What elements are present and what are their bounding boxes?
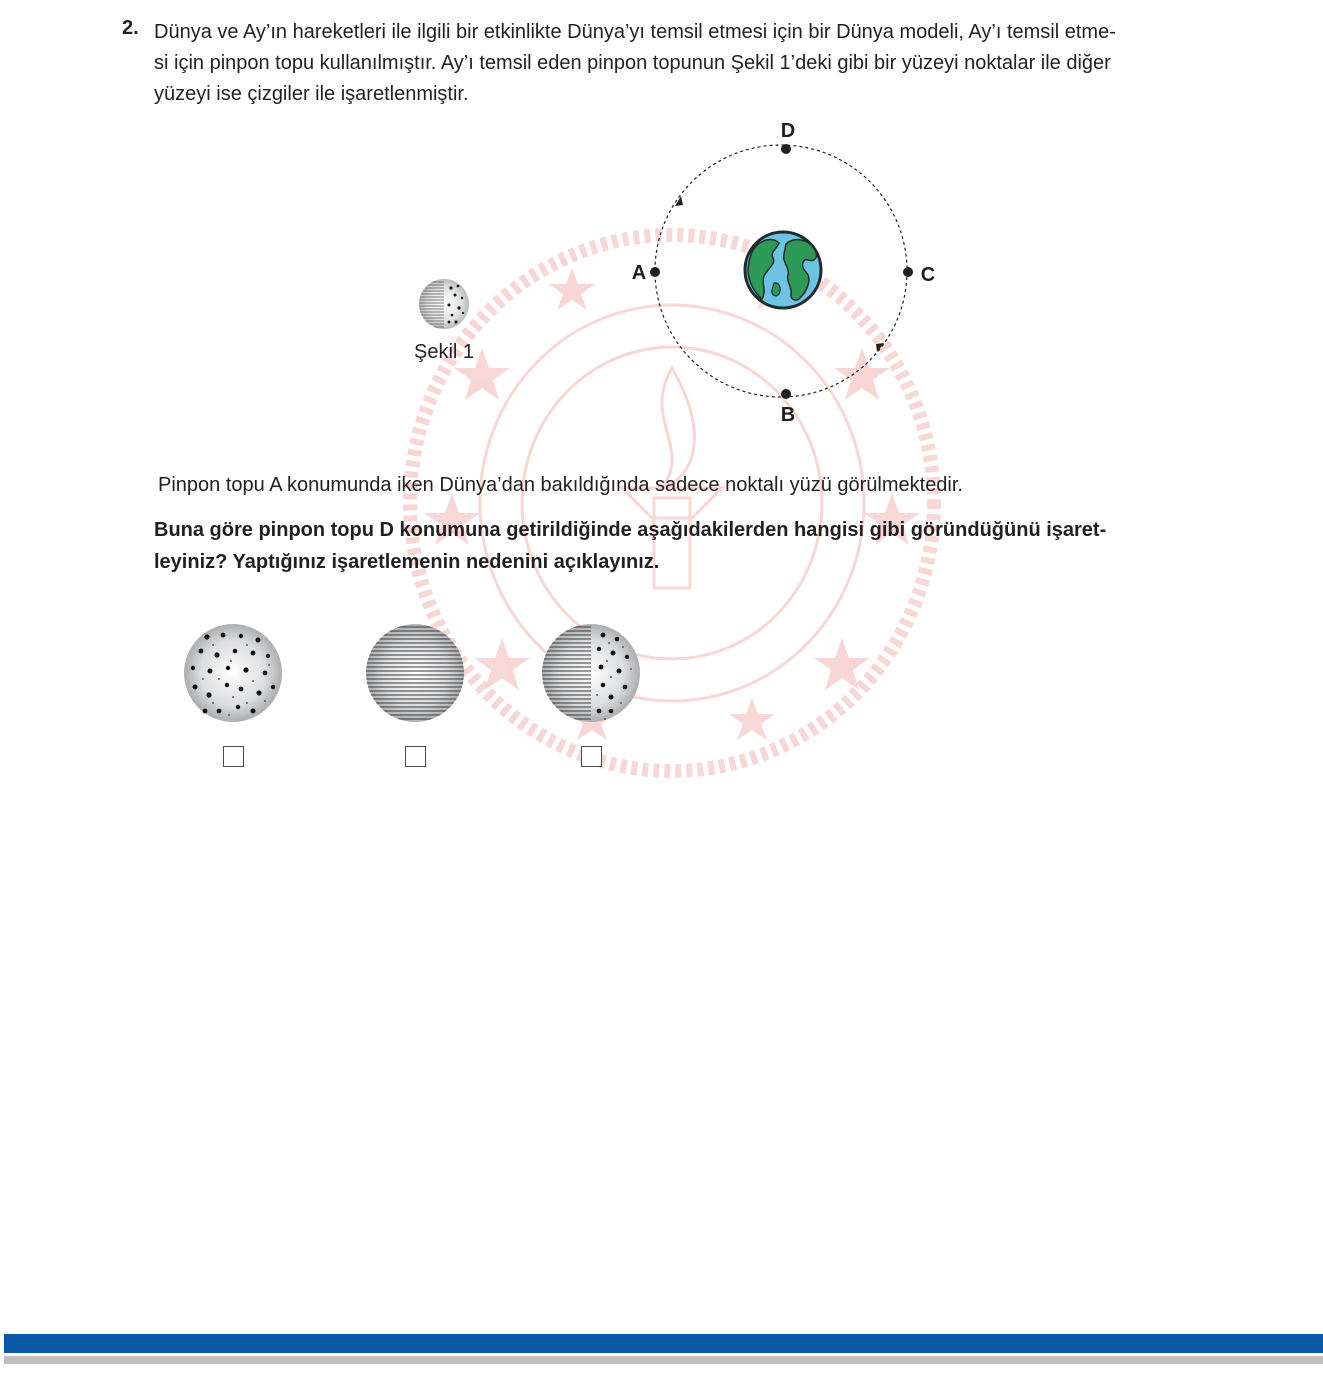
figure-caption: Şekil 1 [413, 341, 475, 363]
half-dotted-half-lined-ball-icon [419, 279, 469, 329]
prompt-line-2: leyiniz? Yaptığınız işaretlemenin nedenini açıklayınız. [154, 551, 660, 573]
option-2-checkbox[interactable] [405, 746, 426, 767]
prompt-line-1: Buna göre pinpon topu D konumuna getirildiğinde aşağıdakilerden hangisi gibi göründüğünü işaret- [154, 519, 1107, 541]
footer-blue-bar [4, 1334, 1323, 1353]
question-line-1: Dünya ve Ay’ın hareketleri ile ilgili bir etkinlikte Dünya’yı temsil etmesi için bir Dünya modeli, Ay’ı temsil etme- [154, 21, 1116, 43]
half-lined-half-dotted-ball-icon [541, 623, 641, 723]
question-prompt [154, 514, 1106, 578]
question-line-3: yüzeyi ise çizgiler ile işaretlenmiştir. [154, 83, 469, 105]
position-d-dot [781, 144, 791, 154]
position-c-label: C [920, 264, 936, 286]
info-line: Pinpon topu A konumunda iken Dünya’dan bakıldığında sadece noktalı yüzü görülmektedir. [158, 474, 963, 496]
earth-globe-icon [745, 232, 821, 308]
footer-gray-bar [4, 1356, 1323, 1364]
option-3-checkbox[interactable] [581, 746, 602, 767]
position-b-label: B [780, 404, 796, 426]
position-a-dot [650, 267, 660, 277]
question-line-2: si için pinpon topu kullanılmıştır. Ay’ı temsil eden pinpon topunun Şekil 1’deki gibi bir yüzeyi noktalar ile diğer [154, 52, 1111, 74]
orbit-arrow-icon [876, 343, 884, 352]
question-number: 2. [122, 17, 139, 39]
fully-dotted-ball-icon [183, 623, 283, 723]
position-a-label: A [631, 262, 647, 284]
position-c-dot [903, 267, 913, 277]
fully-lined-ball-icon [365, 623, 465, 723]
position-d-label: D [780, 120, 796, 142]
position-b-dot [781, 389, 791, 399]
option-1-checkbox[interactable] [223, 746, 244, 767]
